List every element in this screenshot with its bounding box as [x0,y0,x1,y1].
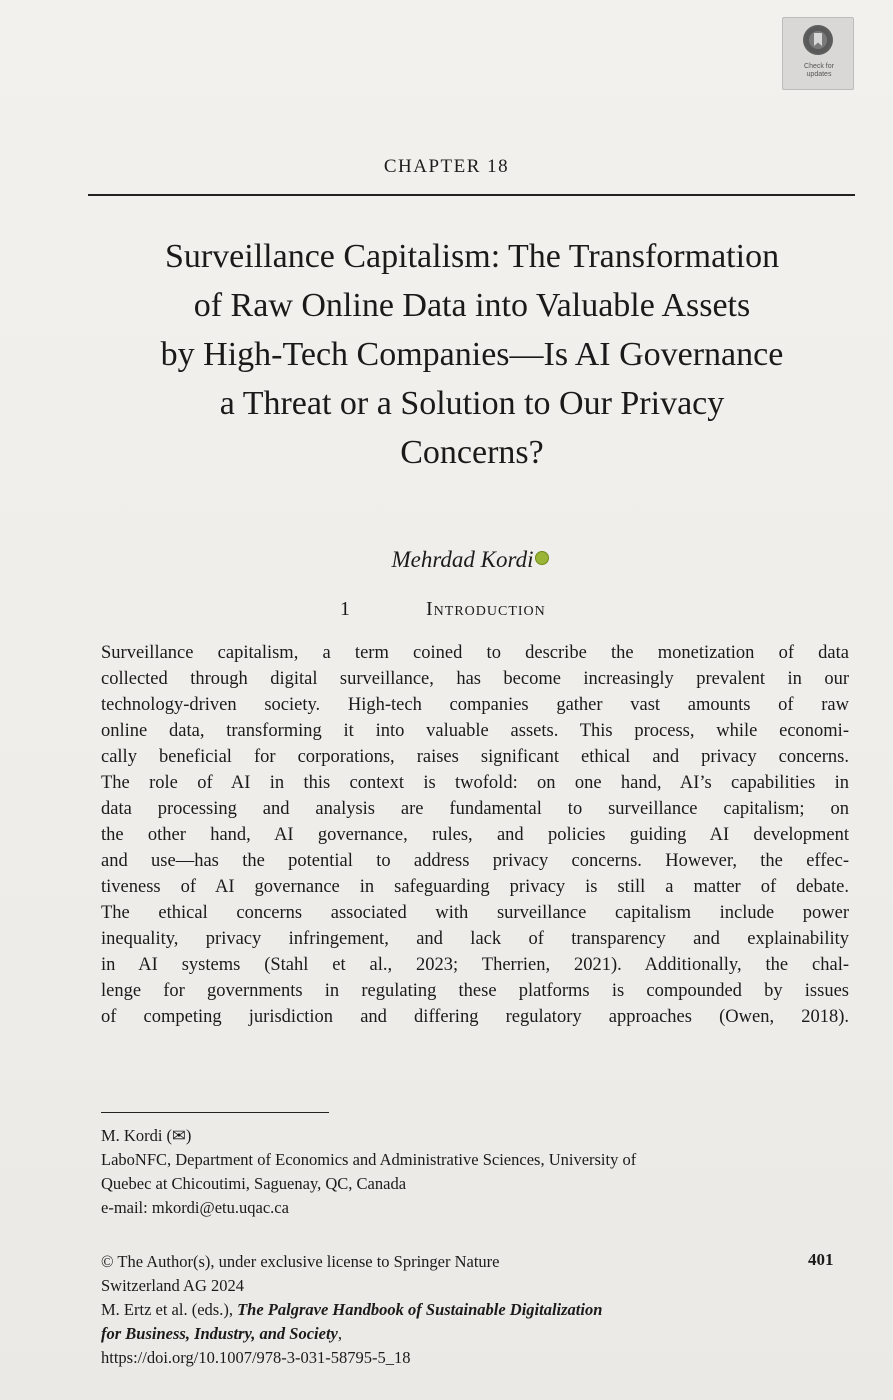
chapter-label: CHAPTER 18 [383,156,510,177]
body-line: and use—has the potential to address privacy concerns. However, the effec- [101,851,849,871]
body-line: technology-driven society. High-tech companies gather vast amounts of raw [101,695,849,715]
copyright-line: Switzerland AG 2024 [101,1276,244,1295]
author-footnote [101,1124,841,1220]
body-line: lenge for governments in regulating these platforms is compounded by issues [101,981,849,1001]
body-paragraph [101,640,849,1030]
bookmark-icon [803,25,833,55]
footnote-affiliation: LaboNFC, Department of Economics and Administrative Sciences, University of [101,1150,637,1169]
author-name: Mehrdad Kordi [391,547,534,572]
body-line: data processing and analysis are fundamental to surveillance capitalism; on [101,799,849,819]
footnote-email[interactable]: e-mail: mkordi@etu.uqac.ca [101,1198,289,1217]
book-title-suffix: , [337,1324,342,1343]
body-line: the other hand, AI governance, rules, and policies guiding AI development [101,825,849,845]
author-byline [0,547,893,573]
section-number: 1 [340,598,350,620]
book-title-cont: for Business, Industry, and Society [101,1324,338,1343]
citation-line [101,1322,801,1346]
citation-line [101,1298,801,1322]
body-line: tiveness of AI governance in safeguarding privacy is still a matter of debate. [101,877,849,897]
footnote-affiliation: Quebec at Chicoutimi, Saguenay, QC, Canada [101,1174,407,1193]
badge-label-line1: Check for [804,63,834,70]
page-number: 401 [808,1250,834,1269]
book-title: The Palgrave Handbook of Sustainable Digitalization [237,1300,603,1319]
copyright-block [101,1250,801,1370]
title-line: Concerns? [400,434,544,471]
footnote-author: M. Kordi (✉) [101,1126,192,1145]
body-line: in AI systems (Stahl et al., 2023; Therrien, 2021). Additionally, the chal- [101,955,849,975]
check-for-updates-badge[interactable] [782,17,854,90]
chapter-title [90,232,854,477]
body-line: of competing jurisdiction and differing regulatory approaches (Owen, 2018). [101,1007,849,1027]
body-line: Surveillance capitalism, a term coined to describe the monetization of data [101,643,849,663]
title-line: by High-Tech Companies—Is AI Governance [160,336,784,373]
section-title: Introduction [426,598,546,620]
body-line: collected through digital surveillance, has become increasingly prevalent in our [101,669,849,689]
body-line: The ethical concerns associated with surveillance capitalism include power [101,903,849,923]
title-line: of Raw Online Data into Valuable Assets [193,287,751,324]
editors: M. Ertz et al. (eds.), [101,1300,238,1319]
title-line: Surveillance Capitalism: The Transformation [164,238,780,275]
badge-label [783,63,855,79]
copyright-line: © The Author(s), under exclusive license to Springer Nature [101,1252,500,1271]
body-line: inequality, privacy infringement, and lack of transparency and explainability [101,929,849,949]
body-line: online data, transforming it into valuable assets. This process, while economi- [101,721,849,741]
chapter-rule [88,194,855,196]
badge-label-line2: updates [806,71,832,78]
body-line: cally beneficial for corporations, raises significant ethical and privacy concerns. [101,747,849,767]
title-line: a Threat or a Solution to Our Privacy [219,385,725,422]
doi-link[interactable]: https://doi.org/10.1007/978-3-031-58795-5_18 [101,1348,411,1367]
body-line: The role of AI in this context is twofold: on one hand, AI’s capabilities in [101,773,849,793]
orcid-icon[interactable] [535,551,549,565]
footnote-rule [101,1112,329,1113]
